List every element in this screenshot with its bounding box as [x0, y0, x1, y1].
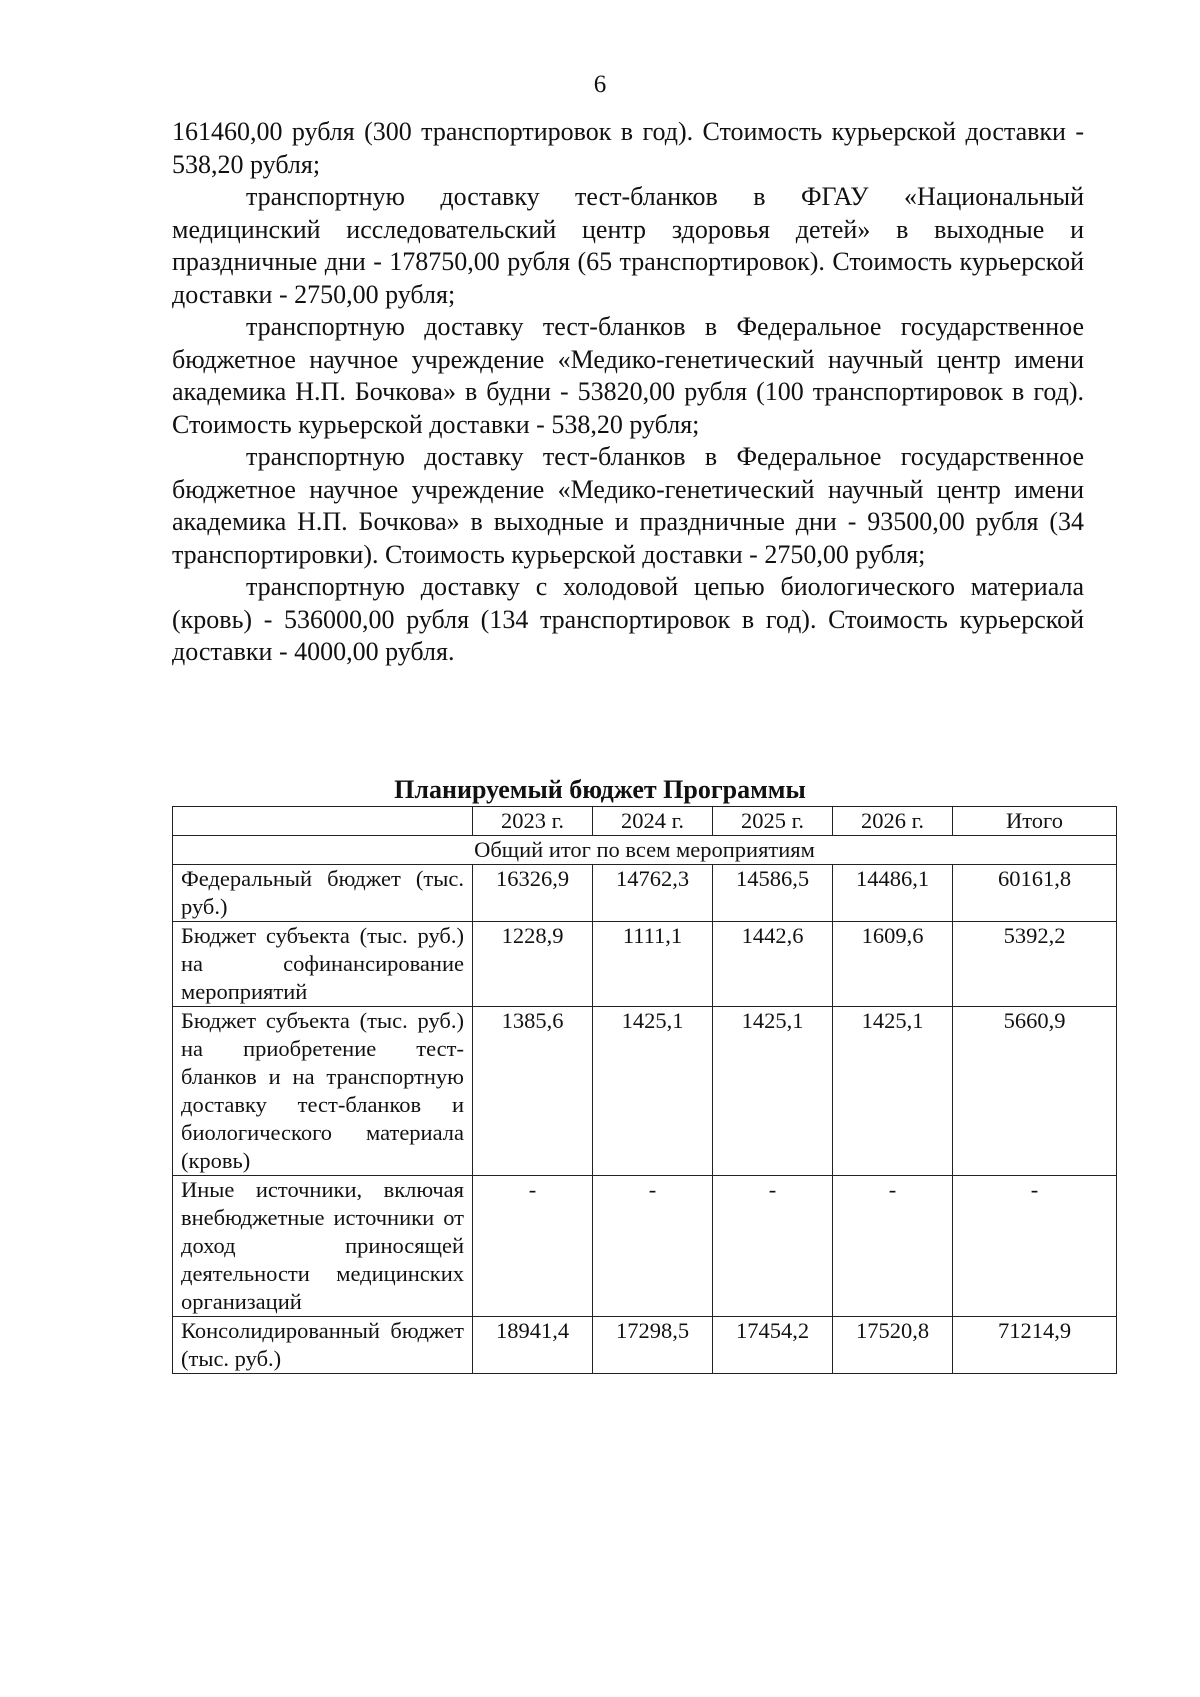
- cell-value: 14762,3: [593, 865, 713, 922]
- cell-value: 1442,6: [713, 922, 833, 1007]
- cell-value: 1228,9: [473, 922, 593, 1007]
- row-label: Иные источники, включая внебюджетные источники от доход приносящей деятельности медицинских организаций: [173, 1176, 473, 1317]
- cell-value: 17454,2: [713, 1317, 833, 1374]
- paragraph: 161460,00 рубля (300 транспортировок в год). Стоимость курьерской доставки - 538,20 рубля;: [172, 117, 1084, 179]
- cell-value: 1111,1: [593, 922, 713, 1007]
- cell-value: 1385,6: [473, 1007, 593, 1176]
- row-label: Бюджет субъекта (тыс. руб.) на софинансирование мероприятий: [173, 922, 473, 1007]
- table-header-row: [173, 807, 1117, 836]
- cell-value: 1425,1: [833, 1007, 953, 1176]
- header-cell-empty: [173, 807, 473, 836]
- row-label: Бюджет субъекта (тыс. руб.) на приобретение тест-бланков и на транспортную доставку тест-бланков и биологического материала (кровь): [173, 1007, 473, 1176]
- cell-total: 5392,2: [953, 922, 1117, 1007]
- cell-value: 1425,1: [713, 1007, 833, 1176]
- cell-value: -: [593, 1176, 713, 1317]
- paragraph: транспортную доставку с холодовой цепью биологического материала (кровь) - 536000,00 рубля (134 транспортировок в год). Стоимость курьерской доставки - 4000,00 рубля.: [172, 572, 1084, 666]
- table-row: [173, 1317, 1117, 1374]
- cell-value: -: [713, 1176, 833, 1317]
- paragraph: транспортную доставку тест-бланков в Федеральное государственное бюджетное научное учреждение «Медико-генетический научный центр имени академика Н.П. Бочкова» в будни - 53820,00 рубля (100 транспортировок в год). Стоимость курьерской доставки - 538,20 рубля;: [172, 312, 1084, 439]
- cell-total: 60161,8: [953, 865, 1117, 922]
- cell-value: 17520,8: [833, 1317, 953, 1374]
- cell-value: -: [473, 1176, 593, 1317]
- row-label: Федеральный бюджет (тыс. руб.): [173, 865, 473, 922]
- table-row: [173, 865, 1117, 922]
- table-title: Планируемый бюджет Программы: [394, 775, 806, 804]
- cell-value: 1425,1: [593, 1007, 713, 1176]
- cell-total: 71214,9: [953, 1317, 1117, 1374]
- cell-value: 16326,9: [473, 865, 593, 922]
- header-cell-2025: 2025 г.: [713, 807, 833, 836]
- paragraph: транспортную доставку тест-бланков в ФГАУ «Национальный медицинский исследовательский центр здоровья детей» в выходные и праздничные дни - 178750,00 рубля (65 транспортировок). Стоимость курьерской доставки - 2750,00 рубля;: [172, 182, 1084, 309]
- row-label: Консолидированный бюджет (тыс. руб.): [173, 1317, 473, 1374]
- cell-value: -: [833, 1176, 953, 1317]
- cell-total: -: [953, 1176, 1117, 1317]
- body-text: [172, 116, 1084, 669]
- budget-table: [172, 806, 1117, 1374]
- table-section-row: [173, 836, 1117, 865]
- cell-value: 1609,6: [833, 922, 953, 1007]
- cell-value: 18941,4: [473, 1317, 593, 1374]
- header-cell-total: Итого: [953, 807, 1117, 836]
- table-row: [173, 1176, 1117, 1317]
- cell-value: 14486,1: [833, 865, 953, 922]
- header-cell-2023: 2023 г.: [473, 807, 593, 836]
- table-row: [173, 922, 1117, 1007]
- cell-value: 14586,5: [713, 865, 833, 922]
- table-row: [173, 1007, 1117, 1176]
- header-cell-2026: 2026 г.: [833, 807, 953, 836]
- paragraph: транспортную доставку тест-бланков в Федеральное государственное бюджетное научное учреждение «Медико-генетический научный центр имени академика Н.П. Бочкова» в выходные и праздничные дни - 93500,00 рубля (34 транспортировки). Стоимость курьерской доставки - 2750,00 рубля;: [172, 442, 1084, 569]
- header-cell-2024: 2024 г.: [593, 807, 713, 836]
- cell-total: 5660,9: [953, 1007, 1117, 1176]
- cell-value: 17298,5: [593, 1317, 713, 1374]
- page-number: 6: [593, 71, 607, 98]
- section-label: Общий итог по всем мероприятиям: [173, 836, 1117, 865]
